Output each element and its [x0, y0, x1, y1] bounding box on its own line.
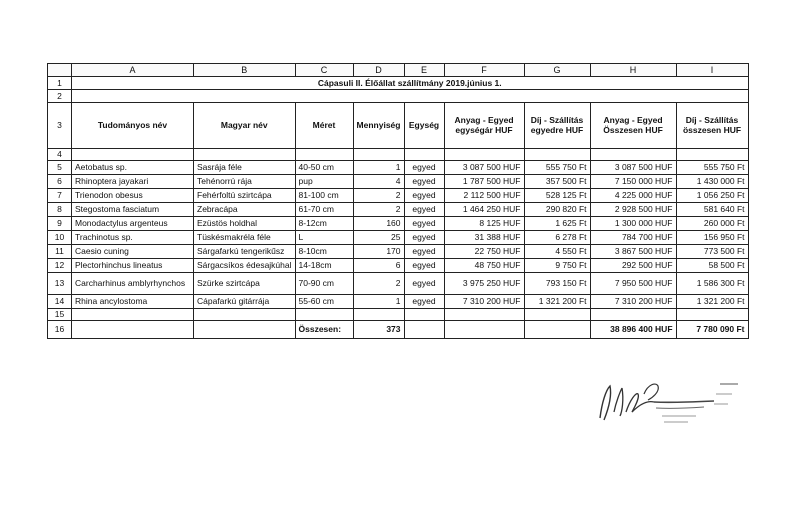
header-size: Méret — [295, 103, 353, 149]
cell-material-total: 4 225 000 HUF — [590, 189, 676, 203]
row-number: 5 — [48, 161, 72, 175]
header-unit-shipping: Díj - Szállítás egyedre HUF — [524, 103, 590, 149]
row-number: 2 — [48, 90, 72, 103]
table-row — [48, 273, 749, 295]
cell-size: 81-100 cm — [295, 189, 353, 203]
cell-quantity: 2 — [353, 273, 404, 295]
table-row — [48, 217, 749, 231]
cell-material-total: 1 300 000 HUF — [590, 217, 676, 231]
cell-unit-price: 22 750 HUF — [444, 245, 524, 259]
cell-hungarian-name: Ezüstös holdhal — [194, 217, 296, 231]
cell-quantity: 25 — [353, 231, 404, 245]
cell-size: 8-12cm — [295, 217, 353, 231]
cell-unit-shipping: 9 750 Ft — [524, 259, 590, 273]
header-quantity: Mennyiség — [353, 103, 404, 149]
header-material-total: Anyag - Egyed Összesen HUF — [590, 103, 676, 149]
sheet-title: Cápasuli II. Élőállat szállítmány 2019.június 1. — [72, 77, 749, 90]
spreadsheet-table — [47, 63, 749, 339]
blank-cell — [295, 149, 353, 161]
total-material: 38 896 400 HUF — [590, 321, 676, 339]
blank-row — [48, 90, 749, 103]
cell-size: 70-90 cm — [295, 273, 353, 295]
cell-scientific-name: Caesio cuning — [72, 245, 194, 259]
cell-shipping-total: 156 950 Ft — [676, 231, 748, 245]
header-unit-price: Anyag - Egyed egységár HUF — [444, 103, 524, 149]
blank-cell — [524, 309, 590, 321]
blank-cell — [444, 309, 524, 321]
column-header: C — [295, 64, 353, 77]
table-row — [48, 259, 749, 273]
table-row — [48, 231, 749, 245]
cell-unit: egyed — [404, 295, 444, 309]
cell-quantity: 2 — [353, 203, 404, 217]
row-number: 10 — [48, 231, 72, 245]
cell-scientific-name: Trienodon obesus — [72, 189, 194, 203]
row-number: 16 — [48, 321, 72, 339]
row-number: 6 — [48, 175, 72, 189]
cell-shipping-total: 581 640 Ft — [676, 203, 748, 217]
header-row — [48, 103, 749, 149]
cell-unit-price: 48 750 HUF — [444, 259, 524, 273]
table-row — [48, 203, 749, 217]
cell-hungarian-name: Cápafarkú gitárrája — [194, 295, 296, 309]
row-number: 15 — [48, 309, 72, 321]
cell-unit-price: 2 112 500 HUF — [444, 189, 524, 203]
cell-unit-price: 3 975 250 HUF — [444, 273, 524, 295]
cell-unit-shipping: 290 820 Ft — [524, 203, 590, 217]
cell-unit: egyed — [404, 273, 444, 295]
cell-unit: egyed — [404, 189, 444, 203]
cell-hungarian-name: Zebracápa — [194, 203, 296, 217]
cell-hungarian-name: Sárgafarkú tengerikűsz — [194, 245, 296, 259]
cell-unit-price: 31 388 HUF — [444, 231, 524, 245]
blank-cell — [404, 309, 444, 321]
blank-cell — [524, 149, 590, 161]
cell-scientific-name: Stegostoma fasciatum — [72, 203, 194, 217]
cell-unit-price: 3 087 500 HUF — [444, 161, 524, 175]
cell-unit: egyed — [404, 203, 444, 217]
row-number: 7 — [48, 189, 72, 203]
table-row — [48, 295, 749, 309]
cell-shipping-total: 58 500 Ft — [676, 259, 748, 273]
cell-shipping-total: 1 586 300 Ft — [676, 273, 748, 295]
cell-scientific-name: Rhina ancylostoma — [72, 295, 194, 309]
table-row — [48, 175, 749, 189]
cell-hungarian-name: Sasrája féle — [194, 161, 296, 175]
row-number: 4 — [48, 149, 72, 161]
blank-cell — [676, 149, 748, 161]
blank-cell — [72, 321, 194, 339]
cell-unit: egyed — [404, 217, 444, 231]
blank-cell — [72, 149, 194, 161]
blank-cell — [353, 309, 404, 321]
cell-unit-shipping: 1 625 Ft — [524, 217, 590, 231]
row-number: 3 — [48, 103, 72, 149]
blank-cell — [676, 309, 748, 321]
blank-cell — [444, 321, 524, 339]
blank-cell — [72, 90, 749, 103]
cell-material-total: 7 950 500 HUF — [590, 273, 676, 295]
cell-shipping-total: 555 750 Ft — [676, 161, 748, 175]
column-header: B — [194, 64, 296, 77]
cell-material-total: 7 150 000 HUF — [590, 175, 676, 189]
cell-size: 40-50 cm — [295, 161, 353, 175]
column-header: F — [444, 64, 524, 77]
blank-cell — [404, 321, 444, 339]
blank-cell — [590, 309, 676, 321]
cell-quantity: 2 — [353, 189, 404, 203]
cell-unit-shipping: 1 321 200 Ft — [524, 295, 590, 309]
cell-size: 14-18cm — [295, 259, 353, 273]
column-header: H — [590, 64, 676, 77]
cell-scientific-name: Plectorhinchus lineatus — [72, 259, 194, 273]
column-header: D — [353, 64, 404, 77]
cell-material-total: 784 700 HUF — [590, 231, 676, 245]
cell-scientific-name: Carcharhinus amblyrhynchos — [72, 273, 194, 295]
header-unit: Egység — [404, 103, 444, 149]
blank-cell — [590, 149, 676, 161]
cell-quantity: 160 — [353, 217, 404, 231]
blank-cell — [72, 309, 194, 321]
total-quantity: 373 — [353, 321, 404, 339]
cell-size: 8-10cm — [295, 245, 353, 259]
cell-size: L — [295, 231, 353, 245]
blank-cell — [353, 149, 404, 161]
blank-cell — [194, 149, 296, 161]
cell-shipping-total: 1 430 000 Ft — [676, 175, 748, 189]
blank-cell — [295, 309, 353, 321]
cell-shipping-total: 773 500 Ft — [676, 245, 748, 259]
cell-unit: egyed — [404, 259, 444, 273]
cell-hungarian-name: Tüskésmakréla féle — [194, 231, 296, 245]
cell-material-total: 292 500 HUF — [590, 259, 676, 273]
column-header-row — [48, 64, 749, 77]
cell-unit-shipping: 528 125 Ft — [524, 189, 590, 203]
column-header: E — [404, 64, 444, 77]
column-header: A — [72, 64, 194, 77]
cell-shipping-total: 260 000 Ft — [676, 217, 748, 231]
cell-quantity: 1 — [353, 295, 404, 309]
table-row — [48, 189, 749, 203]
row-number: 9 — [48, 217, 72, 231]
cell-unit: egyed — [404, 245, 444, 259]
cell-size: 55-60 cm — [295, 295, 353, 309]
cell-material-total: 7 310 200 HUF — [590, 295, 676, 309]
cell-material-total: 2 928 500 HUF — [590, 203, 676, 217]
cell-scientific-name: Trachinotus sp. — [72, 231, 194, 245]
table-row — [48, 245, 749, 259]
cell-quantity: 4 — [353, 175, 404, 189]
cell-scientific-name: Rhinoptera jayakari — [72, 175, 194, 189]
row-number: 14 — [48, 295, 72, 309]
cell-size: 61-70 cm — [295, 203, 353, 217]
blank-cell — [404, 149, 444, 161]
cell-unit-price: 1 787 500 HUF — [444, 175, 524, 189]
cell-quantity: 1 — [353, 161, 404, 175]
column-header: I — [676, 64, 748, 77]
total-shipping: 7 780 090 Ft — [676, 321, 748, 339]
cell-quantity: 170 — [353, 245, 404, 259]
cell-unit-shipping: 6 278 Ft — [524, 231, 590, 245]
cell-scientific-name: Aetobatus sp. — [72, 161, 194, 175]
corner-cell — [48, 64, 72, 77]
blank-cell — [194, 309, 296, 321]
blank-row — [48, 309, 749, 321]
cell-unit-shipping: 357 500 Ft — [524, 175, 590, 189]
row-number: 11 — [48, 245, 72, 259]
total-label: Összesen: — [295, 321, 353, 339]
cell-shipping-total: 1 056 250 Ft — [676, 189, 748, 203]
row-number: 1 — [48, 77, 72, 90]
cell-unit-price: 1 464 250 HUF — [444, 203, 524, 217]
blank-cell — [194, 321, 296, 339]
cell-hungarian-name: Sárgacsíkos édesajkúhal — [194, 259, 296, 273]
cell-unit-price: 7 310 200 HUF — [444, 295, 524, 309]
cell-material-total: 3 087 500 HUF — [590, 161, 676, 175]
cell-hungarian-name: Fehérfoltú szirtcápa — [194, 189, 296, 203]
header-scientific-name: Tudományos név — [72, 103, 194, 149]
cell-hungarian-name: Tehénorrú rája — [194, 175, 296, 189]
cell-material-total: 3 867 500 HUF — [590, 245, 676, 259]
row-number: 8 — [48, 203, 72, 217]
column-header: G — [524, 64, 590, 77]
cell-unit-shipping: 4 550 Ft — [524, 245, 590, 259]
table-row — [48, 161, 749, 175]
header-hungarian-name: Magyar név — [194, 103, 296, 149]
blank-cell — [444, 149, 524, 161]
cell-size: pup — [295, 175, 353, 189]
row-number: 13 — [48, 273, 72, 295]
cell-unit: egyed — [404, 161, 444, 175]
total-row — [48, 321, 749, 339]
title-row — [48, 77, 749, 90]
cell-unit-price: 8 125 HUF — [444, 217, 524, 231]
cell-unit: egyed — [404, 175, 444, 189]
blank-row — [48, 149, 749, 161]
cell-scientific-name: Monodactylus argenteus — [72, 217, 194, 231]
cell-unit-shipping: 555 750 Ft — [524, 161, 590, 175]
cell-unit: egyed — [404, 231, 444, 245]
header-shipping-total: Díj - Szállítás összesen HUF — [676, 103, 748, 149]
cell-unit-shipping: 793 150 Ft — [524, 273, 590, 295]
cell-shipping-total: 1 321 200 Ft — [676, 295, 748, 309]
cell-hungarian-name: Szürke szirtcápa — [194, 273, 296, 295]
row-number: 12 — [48, 259, 72, 273]
handwritten-signature — [592, 372, 742, 432]
cell-quantity: 6 — [353, 259, 404, 273]
blank-cell — [524, 321, 590, 339]
